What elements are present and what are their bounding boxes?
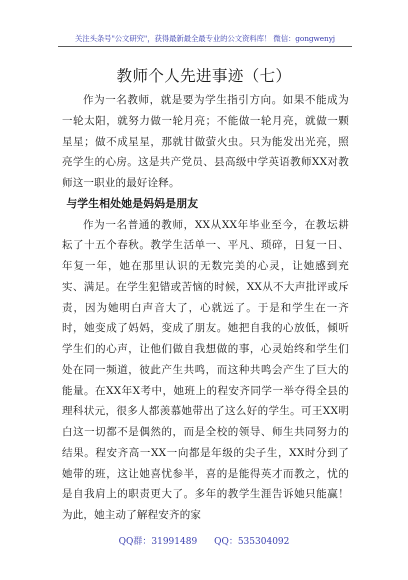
section-heading: 与学生相处她是妈妈是朋友 xyxy=(66,196,199,210)
intro-paragraph: 作为一名教师，就是要为学生指引方向。如果不能成为一轮太阳，就努力做一轮月亮；不能做一轮月亮，就做一颗星星；做不成星星，那就甘做萤火虫。只为能发出光亮，照亮学生的心房。这是共产党员、县高级中学英语教师XX对教师这一职业的最好诠释。 xyxy=(62,94,349,189)
document-title: 教师个人先进事迹（七） xyxy=(116,67,292,85)
page-footer xyxy=(0,534,408,547)
document-body xyxy=(62,90,349,526)
page-header: 关注头条号"公文研究"，获得最新最全最专业的公文资料库！ 微信：gongwenyj xyxy=(75,34,335,43)
header-rule xyxy=(58,46,352,47)
footer-qq-group: QQ群：31991489 xyxy=(118,537,198,547)
footer-qq: QQ：535304092 xyxy=(214,537,290,547)
body-paragraph: 作为一名普通的教师，XX从XX年毕业至今，在教坛耕耘了十五个春秋。教学生活单一、平凡、琐碎，日复一日、年复一年，她在那里认识的无数完美的心灵，让她感到充实、满足。在学生犯错或苦恼的时候，XX从不大声批评或斥责，因为她明白声音大了，心就远了。于是和学生在一齐时，她变成了妈妈，变成了朋友。她把自我的心放低，倾听学生们的心声，让他们做自我想做的事，心灵始终和学生们处在同一频道，彼此产生共鸣，而这种共鸣会产生了巨大的能量。在XX年X考中，她班上的程安齐同学一举夺得全县的理科状元，很多人都羡慕她带出了这么好的学生。可王XX明白这一切都不是偶然的，而是全校的领导、师生共同努力的结果。程安齐高一XX一向都是年级的尖子生，XX时分到了她带的班，这让她喜忧参半，喜的是能得英才而教之，忧的是自我肩上的职责更大了。多年的教学生涯告诉她只能赢！为此，她主动了解程安齐的家 xyxy=(62,218,349,521)
